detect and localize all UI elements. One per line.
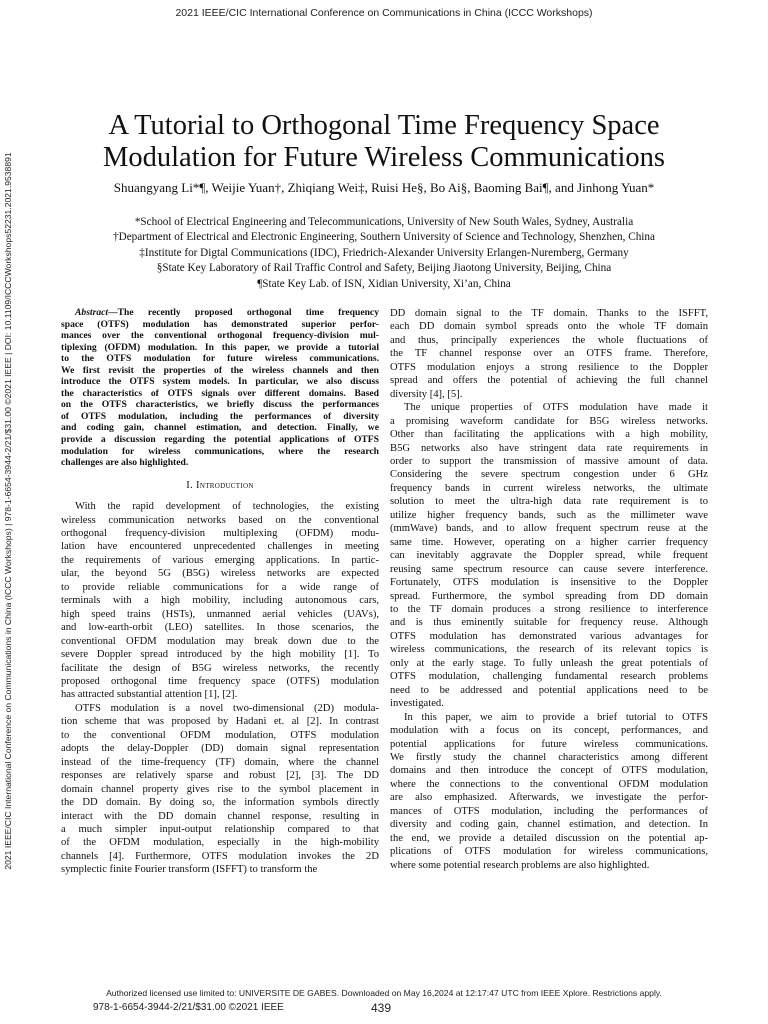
section-title: Introduction (196, 479, 254, 491)
text-line: frequency bands in current wireless networks, the ultimate (390, 482, 708, 494)
affiliation-line: *School of Electrical Engineering and Telecommunications, University of New South Wales, Sydney, Australia (134, 216, 634, 228)
text-line: proposed orthogonal time frequency space (OTFS) modulation (61, 676, 379, 687)
text-line: reusing same spectrum resource can cause severe interference. (390, 563, 708, 575)
text-line: has attracted substantial attention [1], [2]. (61, 689, 238, 701)
text-line: Considering the severe spectrum congestion under 6 GHz (390, 469, 708, 481)
text-line: facilitate the design of B5G wireless networks, the recently (61, 662, 379, 674)
text-line: tion scheme that was proposed by Hadani et. al [2]. In contrast (61, 716, 379, 728)
text-line: terminals with a high mobility, including autonomous cars, (61, 595, 379, 607)
text-line: to provide reliable communications for a wide range of (61, 581, 379, 593)
text-line: modulation with a focus on its concept, performances, and (390, 725, 708, 737)
text-line: where the connections to the conventional OFDM modulation (390, 778, 708, 790)
abstract-line: and coding gain, channel estimation, and detection. Finally, we (61, 422, 379, 434)
abstract-line: space (OTFS) modulation has demonstrated superior perfor- (61, 318, 379, 330)
abstract-line (61, 307, 379, 319)
abstract-line: mances over the conventional orthogonal frequency-division mul- (61, 330, 379, 342)
text-line: OTFS modulation has demonstrated various advantages for (390, 630, 708, 642)
text-line: instead of the time-frequency (TF) domain, where the channel (61, 756, 379, 768)
title-line: A Tutorial to Orthogonal Time Frequency Space (108, 110, 660, 141)
text-line: severe Doppler spread introduced by the high mobility [1]. To (61, 649, 379, 661)
right-column (390, 307, 708, 872)
text-line: the TF channel response over an OTFS frame. Therefore, (390, 348, 708, 360)
text-line: domains and then introduce the concept of OTFS modulation, (390, 765, 708, 777)
abstract-line: challenges are also highlighted. (61, 457, 189, 469)
footer-bar (93, 1002, 693, 1013)
paragraph (61, 500, 379, 702)
text-line: domain channel property gives rise to the symbol placement in (61, 783, 379, 795)
text-line: orthogonal frequency-division multiplexing (OFDM) modu- (61, 528, 379, 540)
text-line: The unique properties of OTFS modulation have made it (404, 402, 708, 414)
text-line: of the OFDM modulation, especially in the high-mobility (61, 837, 379, 849)
text-line: lation have encountered unprecedented challenges in meeting (61, 541, 379, 553)
doi-side-note: 2021 IEEE/CIC International Conference on Communications in China (ICCC Workshops) | 978-1-6654-3944-2/21/$31.00 ©2021 IEEE | DOI: 10.1109/ICCCWorkshops52231.2021.9538891 (3, 152, 13, 870)
abstract-line: tiplexing (OFDM) modulation. In this paper, we provide a tutorial (61, 341, 379, 353)
text-line: OTFS modulation is a novel two-dimensional (2D) modula- (75, 702, 379, 714)
text-line: OTFS modulation enjoys a strong resilience to the Doppler (390, 361, 708, 373)
text-line: the requirements of various emerging applications. In partic- (61, 554, 379, 566)
paragraph (61, 702, 379, 877)
text-line: interact with the DD domain channel response, resulting in (61, 810, 379, 822)
text-line: spread and offers the potential of achieving the full channel (390, 375, 708, 387)
title-line: Modulation for Future Wireless Communications (103, 142, 665, 173)
abstract-line: the characteristics of OTFS signals over different domains. Based (61, 387, 379, 399)
text-line: OTFS modulation, challenging fundamental research problems (390, 671, 708, 683)
text-line: need to be addressed and potential applications need to be (390, 684, 708, 696)
text-line: channels [4]. Furthermore, OTFS modulation invokes the 2D (61, 850, 379, 862)
abstract-label: Abstract (75, 307, 109, 318)
left-column (61, 307, 379, 877)
text-line: utilize higher frequency bands, such as the millimeter wave (390, 509, 708, 521)
page-number: 439 (371, 1001, 392, 1015)
abstract-line: modulation for wireless communications, where the research (61, 445, 379, 457)
text-line: With the rapid development of technologies, the existing (75, 501, 379, 513)
text-line: diversity [4], [5]. (390, 388, 463, 400)
text-line: are also emphasized. Afterwards, we investigate the perfor- (390, 792, 708, 804)
abstract-line: introduce the OTFS system models. In particular, we also discuss (61, 376, 379, 388)
affiliation-line: §State Key Laboratory of Rail Traffic Control and Safety, Beijing Jiaotong University, Beijing, China (156, 262, 612, 275)
text-line: We firstly study the channel characteristics among different (390, 751, 708, 763)
affiliation-line: †Department of Electrical and Electronic Engineering, Southern University of Science and Technology, Shenzhen, China (113, 231, 655, 244)
text-line: In this paper, we aim to provide a brief tutorial to OTFS (404, 711, 708, 723)
text-line: each DD domain symbol spreads onto the whole TF domain (390, 321, 708, 333)
section-number: I. (186, 479, 194, 491)
text-line: wireless communication networks based on the conventional (61, 514, 379, 526)
section-heading (61, 479, 379, 492)
text-line: Other than facilitating the applications with a high mobility, (390, 429, 708, 441)
text-line: ular, the beyond 5G (B5G) wireless networks are expected (61, 568, 379, 580)
text-line: where some potential research problems are also highlighted. (390, 859, 650, 871)
text-line: DD domain signal to the TF domain. Thanks to the ISFFT, (390, 308, 708, 319)
text-line: mances of OTFS modulation, including the performances of (390, 805, 708, 817)
text-line: high speed trains (HSTs), unmanned aerial vehicles (UAVs), (61, 608, 379, 620)
text-line: wireless communications, the research of its relevant topics is (390, 644, 708, 656)
abstract-text: —The recently proposed orthogonal time frequency (108, 307, 379, 318)
text-line: investigated. (390, 698, 444, 710)
text-line: diversity and coding gain, channel estimation, and detection. In (390, 819, 708, 831)
text-line: symplectic finite Fourier transform (ISFFT) to transform the (61, 864, 318, 876)
text-line: and low-earth-orbit (LEO) satellites. In those scenarios, the (61, 622, 379, 634)
abstract-line: provide a discussion regarding the potential applications of OTFS (61, 434, 379, 446)
text-line: can inevitably aggravate the Doppler spread, while frequent (390, 550, 708, 562)
text-line: the end, we provide a detailed discussion on the potential ap- (390, 832, 708, 844)
text-line: plications of OTFS modulation for wireless communications, (390, 846, 708, 858)
text-line: to the conventional OFDM modulation, OTFS modulation (61, 729, 379, 741)
abstract-line: on the OTFS characteristics, we briefly discuss the performances (61, 399, 379, 411)
authorized-use-notice: Authorized licensed use limited to: UNIVERSITE DE GABES. Downloaded on May 16,2024 at 12:17:47 UTC from IEEE Xplore. Restrictions apply. (106, 988, 662, 998)
text-line: to the TF domain produces a strong resilience to interference (390, 603, 708, 615)
text-line: conventional OFDM modulation may break down due to the (61, 635, 379, 647)
abstract (61, 307, 379, 469)
text-line: and thus, principally experiences the whole fluctuations of (390, 334, 708, 346)
affiliation-line: ‡Institute for Digtal Communications (IDC), Friedrich-Alexander University Erlangen-Nuremberg, Germany (139, 246, 629, 259)
abstract-line: We first revisit the properties of the wireless channels and then (61, 364, 379, 376)
text-line: potential applications for future wireless communications. (390, 738, 708, 750)
paragraph (390, 307, 708, 401)
left-body (61, 500, 379, 877)
author-list: Shuangyang Li*¶, Weijie Yuan†, Zhiqiang Wei‡, Ruisi He§, Bo Ai§, Baoming Bai¶, and Jinhong Yuan* (113, 180, 655, 195)
isbn-copyright: 978-1-6654-3944-2/21/$31.00 ©2021 IEEE (93, 1002, 284, 1013)
text-line: solution to meet the ultra-high data rate requirement is to (390, 496, 708, 508)
text-line: and is thus eminently suitable for frequency reuse. Although (390, 617, 708, 629)
text-line: responses are relatively sparse and robust [2], [3]. The DD (61, 770, 379, 782)
text-line: the DD domain. By doing so, the information symbols directly (61, 797, 379, 809)
affiliation-line: ¶State Key Lab. of ISN, Xidian University, Xi’an, China (257, 277, 511, 290)
paper-title (60, 110, 708, 174)
conference-header: 2021 IEEE/CIC International Conference on Communications in China (ICCC Workshops) (175, 7, 593, 19)
abstract-line: of OTFS modulation, including the performances of diversity (61, 410, 379, 422)
text-line: a much simpler input-output relationship compared to that (61, 823, 379, 835)
text-line: (mmWave) bands, and to allow frequent spectrum reuse at the (390, 523, 708, 535)
right-body (390, 307, 708, 872)
text-line: B5G networks also have stringent data rate requirements in (390, 442, 708, 454)
paragraph (390, 711, 708, 872)
paragraph (390, 401, 708, 710)
affiliations (40, 215, 728, 292)
text-line: same time. However, operating on a higher carrier frequency (390, 536, 708, 548)
abstract-line: to the OTFS modulation for future wireless communications. (61, 353, 379, 365)
text-line: order to support the transmission of massive amount of data. (390, 455, 708, 467)
text-line: a promising waveform candidate for B5G wireless networks. (390, 415, 708, 427)
text-line: spread. Furthermore, the symbol spreading from DD domain (390, 590, 708, 602)
text-line: only at the early stage. To fully unleash the great potentials of (390, 657, 708, 669)
text-line: Fortunately, OTFS modulation is insensitive to the Doppler (390, 577, 708, 589)
text-line: adopts the delay-Doppler (DD) domain signal representation (61, 743, 379, 755)
